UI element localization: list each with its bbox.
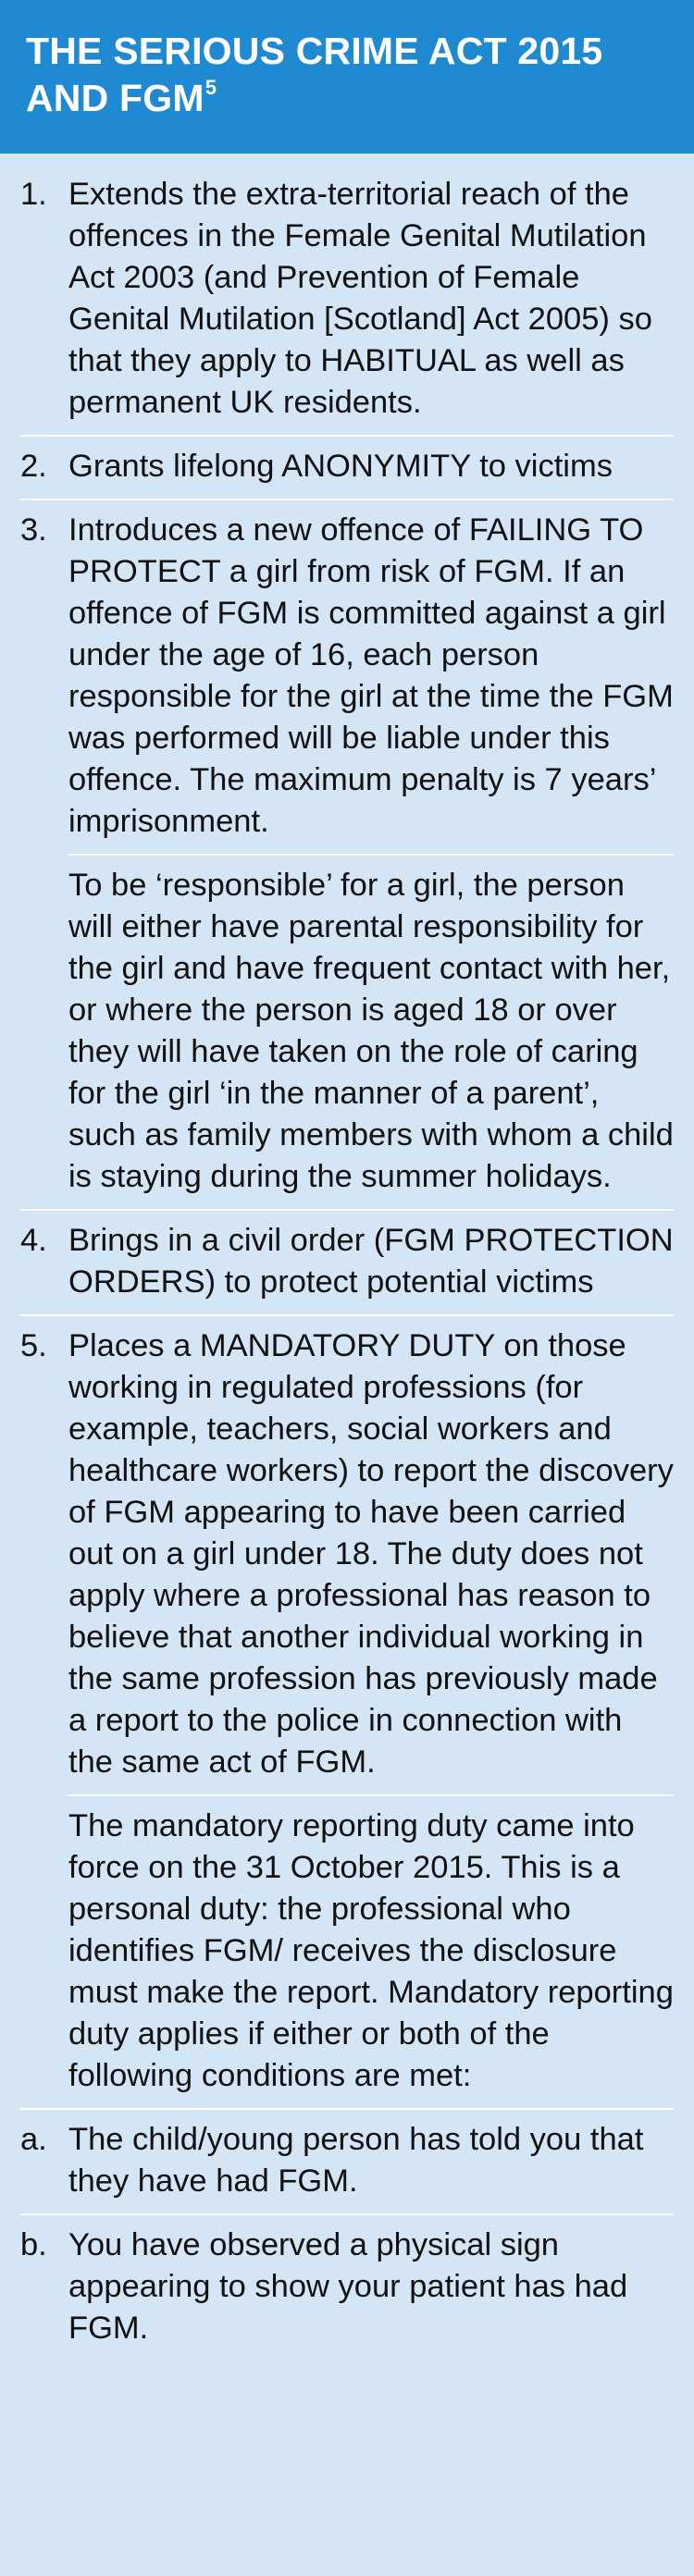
item-text: Introduces a new offence of FAILING TO PROTECT a girl from risk of FGM. If an offence of FGM is committed against a girl under the age of 16, each person responsible for the girl at the time the FGM was performed will be liable under this offence. The maximum penalty is 7 years’ imprisonment. (68, 512, 674, 839)
list-item (20, 1325, 674, 2372)
item-number: 5. (20, 1328, 47, 1363)
item-number: 3. (20, 512, 47, 548)
item-continuation-text: To be ‘responsible’ for a girl, the person will either have parental responsibility for the girl and have frequent contact with her, or where the person is aged 18 or over they will have taken on the role of caring for the girl ‘in the manner of a parent’, such as family members with whom a child is staying during the summer holidays. (68, 854, 674, 1198)
condition-item (20, 2108, 674, 2213)
list-item (20, 510, 674, 1211)
list-item (20, 1220, 674, 1316)
box-title: THE SERIOUS CRIME ACT 2015 AND FGM$^5$ (26, 30, 603, 119)
condition-label: b. (20, 2227, 47, 2262)
item-text: Places a MANDATORY DUTY on those working in regulated professions (for example, teachers, social workers and healthcare workers) to report the discovery of FGM appearing to have been carried out on a girl under 18. The duty does not apply where a professional has reason to believe that another individual working in the same profession has previously made a report to the police in connection with the same act of FGM. (68, 1328, 674, 1780)
list-item (20, 446, 674, 500)
condition-list (20, 2108, 674, 2360)
condition-label: a. (20, 2122, 47, 2157)
item-text: Grants lifelong ANONYMITY to victims (68, 449, 613, 484)
list-item (20, 174, 674, 437)
item-text: Brings in a civil order (FGM PROTECTION ORDERS) to protect potential victims (68, 1223, 674, 1300)
item-text: Extends the extra-territorial reach of the offences in the Female Genital Mutilation Act 2003 (and Prevention of Female Genital Mutilation [Scotland] Act 2005) so that they apply to HABITUAL as well as permanent UK residents. (68, 177, 652, 420)
item-number: 1. (20, 177, 47, 212)
item-number: 4. (20, 1223, 47, 1258)
condition-text: The child/young person has told you that they have had FGM. (68, 2122, 644, 2199)
item-continuation-text: The mandatory reporting duty came into force on the 31 October 2015. This is a personal duty: the professional who identifies FGM/ receives the disclosure must make the report. Mandatory reporting duty applies if either or both of the following conditions are met: (68, 1794, 674, 2097)
item-number: 2. (20, 449, 47, 484)
condition-item (20, 2213, 674, 2360)
box-content (0, 154, 694, 2372)
box-header (0, 0, 694, 154)
condition-text: You have observed a physical sign appearing to show your patient has had FGM. (68, 2227, 628, 2346)
footnote-reference: 5 (204, 76, 217, 99)
